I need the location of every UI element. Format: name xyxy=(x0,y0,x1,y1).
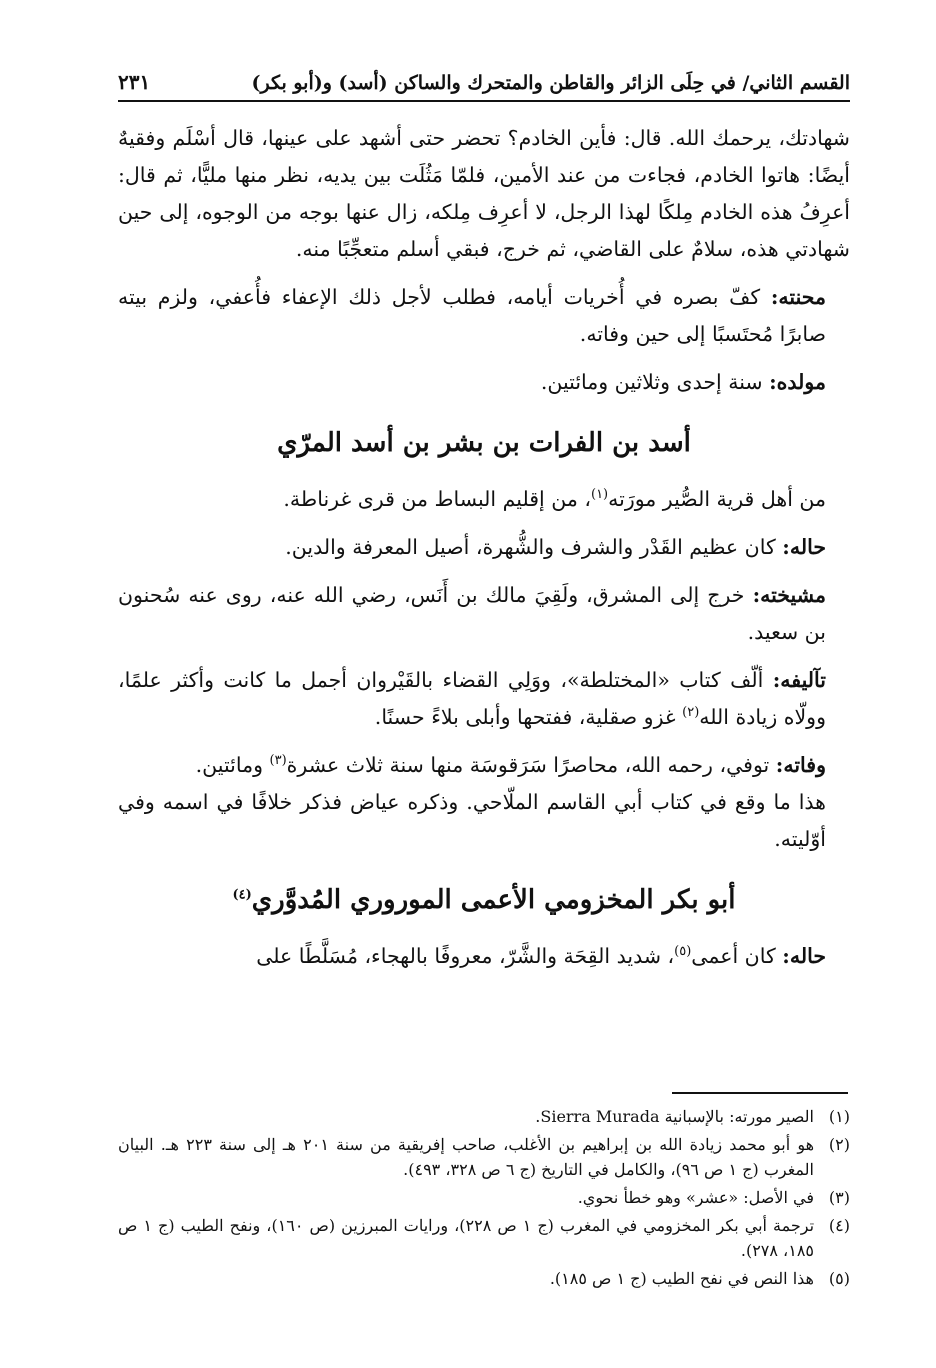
mihna-label: محنته: xyxy=(770,285,826,309)
wafat-note: هذا ما وقع في كتاب أبي القاسم الملّاحي. وذكره عياض فذكر خلافًا في اسمه وفي أوّليته. xyxy=(118,790,826,851)
footnote-item xyxy=(118,1266,850,1291)
paragraph-continuation: شهادتك، يرحمك الله. قال: فأين الخادم؟ تحضر حتى أشهد على عينها، قال أسْلَم وفقيهٌ أيضًا: هاتوا الخادم، فجاءت من عند الأمين، فلمّا مَثُلَت بين يديه، نظر منها مليًّا، ثم قال: أعرِفُ هذه الخادم مِلكًا لهذا الرجل، لا أعرِف مِلكه، زال عنها بوجه من الوجوه، إلى حين شهادتي هذه، سلامٌ على القاضي، ثم خرج، فبقي أسلم متعجِّبًا منه. xyxy=(118,126,850,261)
footnote-number: (٥) xyxy=(828,1269,850,1288)
mashyakha-label: مشيخته: xyxy=(752,583,826,607)
mihna-paragraph xyxy=(118,279,850,353)
running-header xyxy=(118,56,850,102)
running-title: القسم الثاني/ في حِلَى الزائر والقاطن والمتحرك والساكن (أسد) و(أبو بكر) xyxy=(251,72,850,94)
asad-intro xyxy=(118,481,850,518)
footnote-text: ترجمة أبي بكر المخزومي في المغرب (ج ١ ص ٢٢٨)، ورايات المبرزين (ص ١٦٠)، ونفح الطيب (ج ١ ص ١٨٥، ٢٧٨). xyxy=(118,1216,815,1260)
asad-intro-b: ، من إقليم البساط من قرى غرناطة. xyxy=(283,487,591,511)
talif-text-a: ألّف كتاب «المختلطة»، ووَلِي القضاء بالقَيْروان أجمل ما كانت وأكثر علمًا، وولّاه زيادة الله xyxy=(118,668,826,729)
footnote-divider xyxy=(672,1092,848,1094)
footnote-text: هذا النص في نفح الطيب (ج ١ ص ١٨٥). xyxy=(549,1269,814,1288)
talif-text-b: غزو صقلية، ففتحها وأبلى بلاءً حسنًا. xyxy=(374,705,683,729)
footnote-number: (٣) xyxy=(828,1188,850,1207)
abu-bakr-title: أبو بكر المخزومي الأعمى الموروري المُدوَّري xyxy=(251,885,736,915)
main-text xyxy=(118,120,850,986)
footnote-text: في الأصل: «عشر» وهو خطأ نحوي. xyxy=(577,1188,814,1207)
footnote-number: (٢) xyxy=(828,1135,850,1154)
footnote-text: الصير مورته: بالإسبانية Sierra Murada. xyxy=(535,1107,814,1126)
footnote-ref-1[interactable]: (١) xyxy=(590,487,609,503)
footnote-item xyxy=(118,1104,850,1129)
mawlid-label: مولده: xyxy=(769,370,826,394)
wafat-text-b: ومائتين. xyxy=(195,753,270,777)
section-heading-asad: أسد بن الفرات بن بشر بن أسد المرّي xyxy=(277,428,691,458)
page-number: ٢٣١ xyxy=(118,70,151,94)
footnote-ref-3[interactable]: (٣) xyxy=(269,753,287,769)
section-heading-abu-bakr xyxy=(118,880,850,920)
footnote-text: هو أبو محمد زيادة الله بن إبراهيم بن الأغلب، صاحب إفريقية من سنة ٢٠١ هـ إلى سنة ٢٢٣ هـ. البيان المغرب (ج ١ ص ٩٦)، والكامل في التاريخ (ج ٦ ص ٣٢٨، ٤٩٣). xyxy=(118,1135,815,1179)
abu-bakr-hal-a: كان أعمى xyxy=(691,944,783,968)
footnotes xyxy=(118,1104,850,1294)
footnote-item xyxy=(118,1185,850,1210)
talif-label: تآليفه: xyxy=(772,668,826,692)
wafat-label: وفاته: xyxy=(775,753,826,777)
abu-bakr-hal-b: ، شديد القِحَة والشَّرّ، معروفًا بالهجاء، مُسَلَّطًا على xyxy=(256,944,675,968)
asad-hal xyxy=(118,529,850,566)
wafat-text-a: توفي، رحمه الله، محاصرًا سَرَقوسَة منها سنة ثلاث عشرة xyxy=(286,753,776,777)
footnote-number: (١) xyxy=(828,1107,850,1126)
asad-intro-a: من أهل قرية الصُّير مورَته xyxy=(608,487,826,511)
mashyakha-text: خرج إلى المشرق، ولَقِيَ مالك بن أَنَس، رضي الله عنه، روى عنه سُحنون بن سعيد. xyxy=(118,583,826,644)
abu-bakr-hal-label: حاله: xyxy=(782,944,826,968)
asad-mashyakha xyxy=(118,577,850,651)
asad-talif xyxy=(118,662,850,736)
abu-bakr-hal xyxy=(118,938,850,975)
asad-wafat xyxy=(118,747,850,858)
footnote-ref-5[interactable]: (٥) xyxy=(674,944,692,960)
mawlid-text: سنة إحدى وثلاثين ومائتين. xyxy=(540,370,770,394)
footnote-ref-2[interactable]: (٢) xyxy=(682,705,700,721)
footnote-ref-4[interactable]: (٤) xyxy=(232,887,252,903)
hal-label: حاله: xyxy=(782,535,826,559)
footnote-item xyxy=(118,1132,850,1182)
mihna-text: كفّ بصره في أُخريات أيامه، فطلب لأجل ذلك الإعفاء فأُعفي، ولزم بيته صابرًا مُحتَسبًا إلى حين وفاته. xyxy=(118,285,826,346)
footnote-item xyxy=(118,1213,850,1263)
hal-text: كان عظيم القَدْر والشرف والشُّهرة، أصيل المعرفة والدين. xyxy=(285,535,783,559)
footnote-number: (٤) xyxy=(828,1216,850,1235)
mawlid-paragraph xyxy=(118,364,850,401)
